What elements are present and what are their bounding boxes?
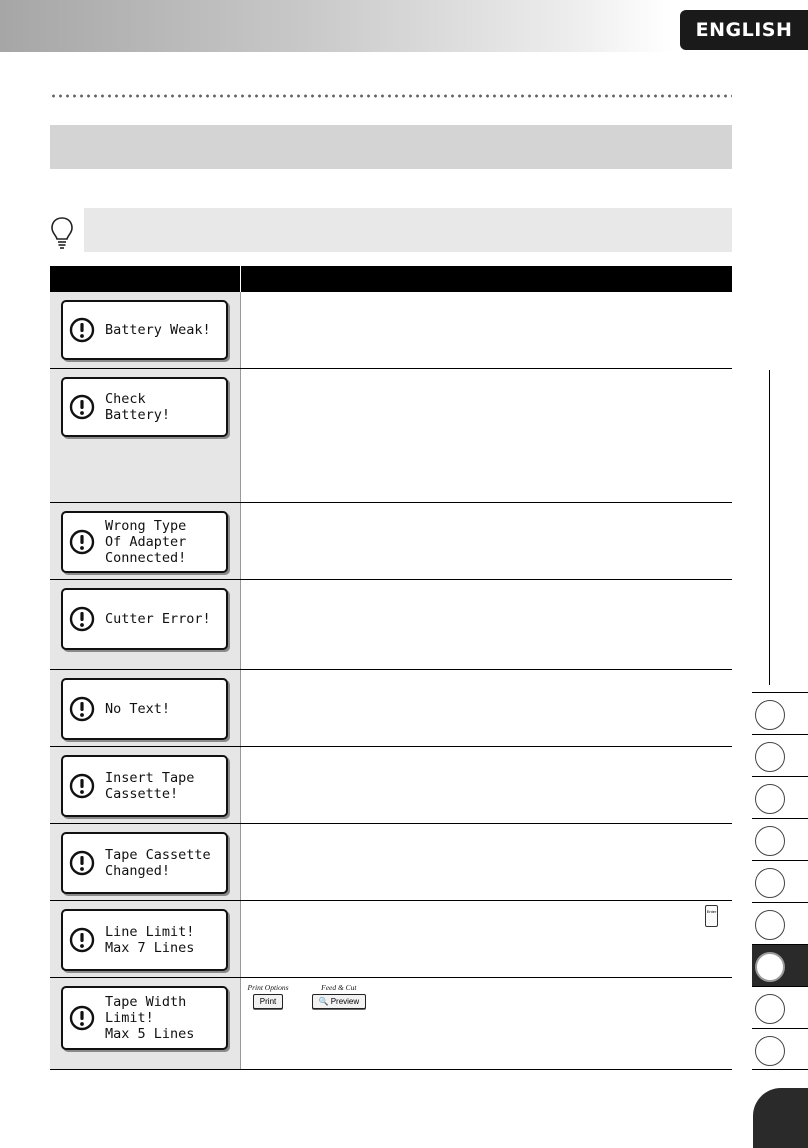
chapter-marker	[755, 1036, 785, 1066]
chapter-tab-1[interactable]	[752, 692, 808, 734]
chapter-tab-3[interactable]	[752, 776, 808, 818]
lcd-cell	[50, 292, 240, 368]
exclamation-circle-icon	[69, 927, 95, 953]
description-cell	[240, 746, 732, 823]
lcd-display	[61, 678, 228, 740]
magnifier-icon: 🔍	[318, 996, 329, 1006]
chapter-tab-7-active[interactable]	[752, 944, 808, 986]
table-row	[50, 977, 732, 1069]
lcd-cell	[50, 823, 240, 900]
description-cell	[240, 823, 732, 900]
lcd-display	[61, 377, 228, 437]
table-row	[50, 368, 732, 502]
description-cell	[240, 900, 732, 977]
print-key-group	[248, 983, 289, 1009]
table-row	[50, 292, 732, 368]
exclamation-circle-icon	[69, 606, 95, 632]
chapter-marker	[755, 742, 785, 772]
chapter-tab-4[interactable]	[752, 818, 808, 860]
preview-key-caption: Feed & Cut	[321, 982, 357, 992]
header-band	[0, 0, 672, 52]
exclamation-circle-icon	[69, 529, 95, 555]
lcd-cell	[50, 977, 240, 1069]
chapter-tab-6[interactable]	[752, 902, 808, 944]
light-bulb-icon	[50, 216, 74, 250]
lcd-display	[61, 511, 228, 573]
chapter-marker	[755, 994, 785, 1024]
description-cell	[240, 292, 732, 368]
description-cell	[240, 368, 732, 502]
lcd-message-text: Insert Tape Cassette!	[105, 769, 195, 802]
description-cell	[240, 502, 732, 579]
chapter-marker	[755, 952, 785, 982]
lcd-message-text: No Text!	[105, 700, 171, 717]
enter-key-icon: Enter	[705, 905, 718, 927]
table-row	[50, 579, 732, 669]
table-row	[50, 900, 732, 977]
table-header-cause	[240, 266, 732, 292]
exclamation-circle-icon	[69, 773, 95, 799]
chapter-tab-5[interactable]	[752, 860, 808, 902]
error-message-table	[50, 266, 732, 1070]
chapter-rail	[769, 370, 770, 685]
exclamation-circle-icon	[69, 394, 95, 420]
hint-band	[84, 208, 732, 252]
chapter-tab-2[interactable]	[752, 734, 808, 776]
lcd-display	[61, 300, 228, 360]
page-number-tab	[753, 1088, 808, 1148]
table-header-row	[50, 266, 732, 292]
lcd-display	[61, 909, 228, 971]
lcd-message-text: Cutter Error!	[105, 610, 211, 627]
table-header-message	[50, 266, 240, 292]
chapter-marker	[755, 784, 785, 814]
lcd-message-text: Wrong Type Of Adapter Connected!	[105, 517, 187, 566]
print-key-caption: Print Options	[247, 982, 289, 992]
language-tab: ENGLISH	[680, 10, 808, 50]
description-cell	[240, 977, 732, 1069]
lcd-message-text: Tape Cassette Changed!	[105, 846, 211, 879]
table-row	[50, 502, 732, 579]
exclamation-circle-icon	[69, 317, 95, 343]
chapter-marker	[755, 868, 785, 898]
table-row	[50, 669, 732, 746]
table-row	[50, 823, 732, 900]
lcd-message-text: Battery Weak!	[105, 322, 211, 338]
dotted-divider	[50, 92, 732, 100]
description-cell	[240, 579, 732, 669]
lcd-cell	[50, 368, 240, 502]
chapter-tab-9[interactable]	[752, 1028, 808, 1070]
section-heading-band	[50, 125, 732, 169]
lcd-cell	[50, 502, 240, 579]
chapter-marker	[755, 700, 785, 730]
lcd-message-text: Tape Width Limit! Max 5 Lines	[105, 993, 195, 1042]
lcd-message-text: Line Limit! Max 7 Lines	[105, 923, 195, 956]
preview-key: 🔍 Preview	[312, 994, 367, 1009]
print-key: Print	[253, 994, 283, 1009]
table-row	[50, 746, 732, 823]
chapter-tab-8[interactable]	[752, 986, 808, 1028]
exclamation-circle-icon	[69, 1005, 95, 1031]
exclamation-circle-icon	[69, 850, 95, 876]
lcd-cell	[50, 900, 240, 977]
exclamation-circle-icon	[69, 696, 95, 722]
chapter-marker	[755, 910, 785, 940]
chapter-marker	[755, 826, 785, 856]
description-cell	[240, 669, 732, 746]
lcd-cell	[50, 746, 240, 823]
lcd-display	[61, 832, 228, 894]
preview-key-group	[312, 983, 367, 1009]
lcd-display	[61, 986, 228, 1050]
lcd-cell	[50, 579, 240, 669]
lcd-cell	[50, 669, 240, 746]
lcd-message-text: Check Battery!	[105, 390, 171, 423]
lcd-display	[61, 588, 228, 650]
lcd-display	[61, 755, 228, 817]
